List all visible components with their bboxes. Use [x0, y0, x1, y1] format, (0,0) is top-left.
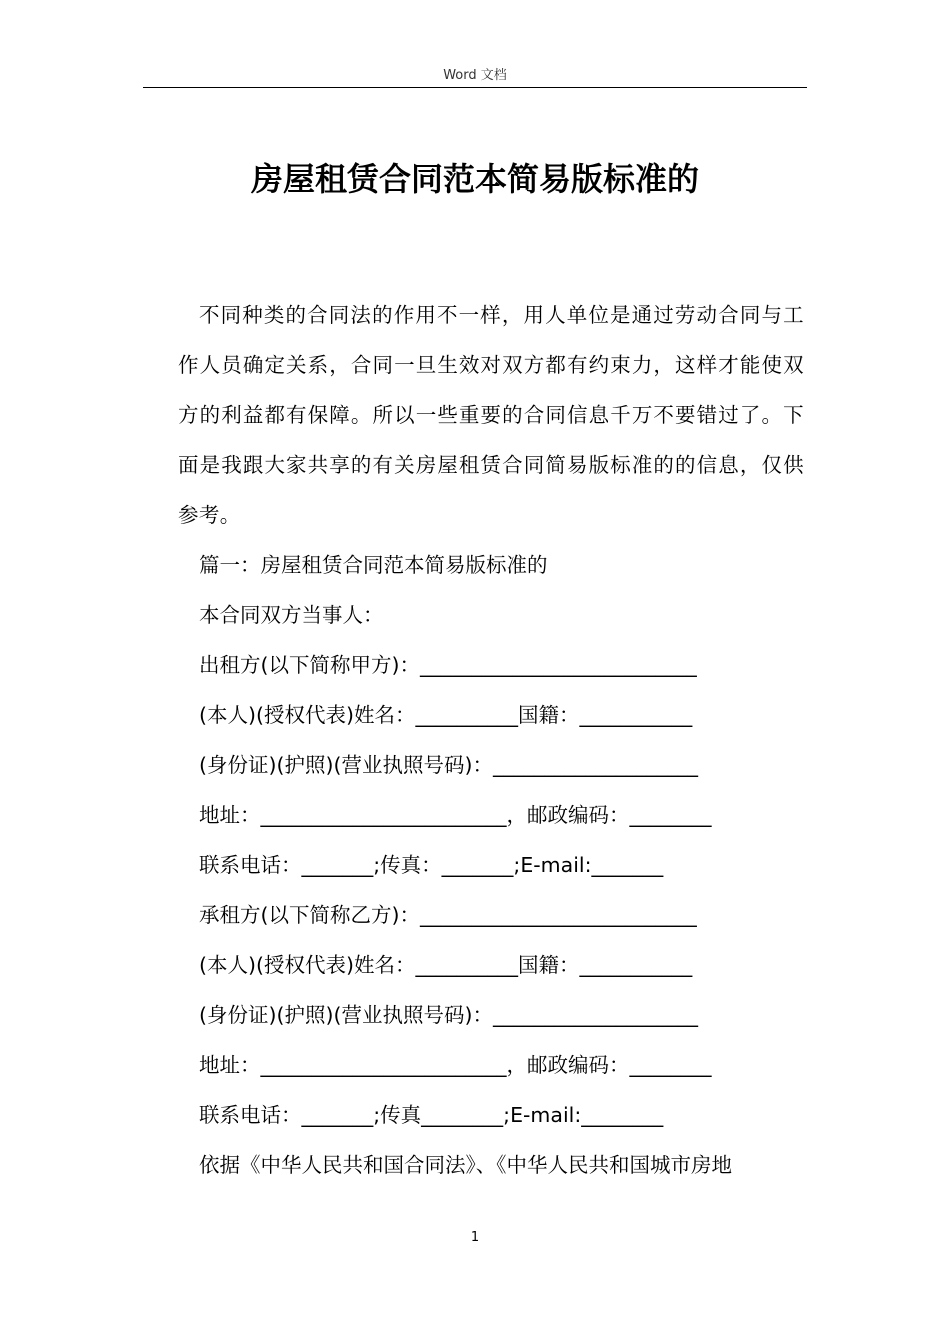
lessee-contact-field: 联系电话：_______;传真________;E-mail:________ [199, 1103, 664, 1127]
lessee-id-field: (身份证)(护照)(营业执照号码)：____________________ [199, 1003, 698, 1027]
header-label: Word 文档 [443, 68, 507, 83]
parties-label: 本合同双方当事人： [199, 603, 384, 627]
lessor-contact-field: 联系电话：_______;传真：_______;E-mail:_______ [199, 853, 664, 877]
lessee-field: 承租方(以下简称乙方)：___________________________ [199, 903, 697, 927]
document-title: 房屋租赁合同范本简易版标准的 [250, 160, 699, 198]
lessor-id-field: (身份证)(护照)(营业执照号码)：____________________ [199, 753, 698, 777]
lessor-name-nationality-field: (本人)(授权代表)姓名：__________国籍：___________ [199, 703, 693, 727]
section-heading: 篇一：房屋租赁合同范本简易版标准的 [199, 553, 548, 577]
lessee-address-field: 地址：________________________，邮政编码：________ [199, 1053, 712, 1077]
lessor-field: 出租方(以下简称甲方)：___________________________ [199, 653, 697, 677]
lessee-name-nationality-field: (本人)(授权代表)姓名：__________国籍：___________ [199, 953, 693, 977]
header-divider [143, 87, 807, 88]
page-number: 1 [470, 1230, 480, 1245]
document-body [178, 290, 804, 1190]
legal-basis-line: 依据《中华人民共和国合同法》、《中华人民共和国城市房地 [199, 1153, 732, 1177]
lessor-address-field: 地址：________________________，邮政编码：________ [199, 803, 712, 827]
intro-paragraph: 不同种类的合同法的作用不一样，用人单位是通过劳动合同与工作人员确定关系，合同一旦生效对双方都有约束力，这样才能使双方的利益都有保障。所以一些重要的合同信息千万不要错过了。下面是我跟大家共享的有关房屋租赁合同简易版标准的的信息，仅供参考。 [178, 303, 804, 527]
